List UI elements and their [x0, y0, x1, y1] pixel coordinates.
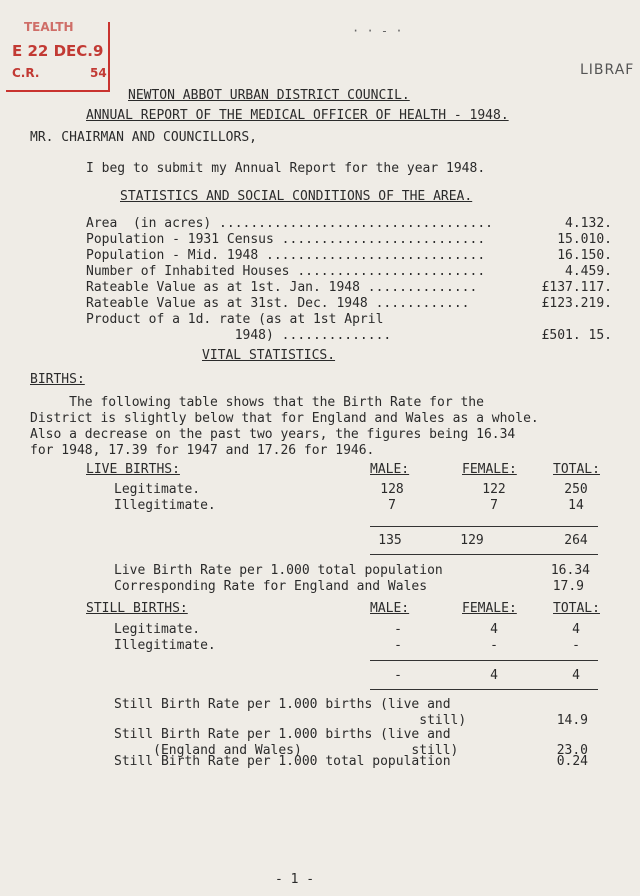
still-col-female: FEMALE:	[462, 601, 517, 616]
paragraph-line: The following table shows that the Birth Rate for the	[30, 395, 484, 410]
stat-label: Product of a 1d. rate (as at 1st April	[86, 312, 384, 327]
still-rate-line2: (England and Wales) still)	[114, 743, 459, 758]
intro-text: I beg to submit my Annual Report for the year 1948.	[86, 161, 486, 176]
stat-value: £501. 15.	[541, 328, 612, 343]
row-female: 7	[490, 498, 498, 513]
stamp-date: E 22 DEC.9	[12, 42, 104, 60]
paragraph-line: District is slightly below that for England and Wales as a whole.	[30, 411, 539, 426]
stamp-number: 54	[90, 66, 107, 80]
births-label: BIRTHS:	[30, 372, 85, 387]
stats-heading: STATISTICS AND SOCIAL CONDITIONS OF THE AREA.	[120, 189, 473, 204]
still-total-female: 4	[490, 668, 498, 683]
still-rate-value: 0.24	[556, 754, 588, 769]
stat-value: £123.219.	[541, 296, 612, 311]
live-rate-label: Live Birth Rate per 1.000 total population	[114, 563, 443, 578]
live-rate-value: 16.34	[550, 563, 590, 578]
row-total: 14	[568, 498, 584, 513]
still-col-male: MALE:	[370, 601, 410, 616]
paragraph-line: Also a decrease on the past two years, the figures being 16.34	[30, 427, 516, 442]
stat-value: 15.010.	[557, 232, 612, 247]
live-sum-line-bottom	[370, 554, 598, 555]
still-total-male: -	[394, 668, 402, 683]
report-title: ANNUAL REPORT OF THE MEDICAL OFFICER OF HEALTH - 1948.	[86, 108, 509, 123]
paragraph-line: for 1948, 17.39 for 1947 and 17.26 for 1946.	[30, 443, 375, 458]
page-number: - 1 -	[275, 872, 315, 887]
stat-label: Area (in acres) ...................................	[86, 216, 493, 231]
row-female: -	[490, 638, 498, 653]
row-label: Illegitimate.	[114, 498, 216, 513]
live-sum-line-top	[370, 526, 598, 527]
row-total: -	[572, 638, 580, 653]
stamp-line1: TEALTH	[24, 20, 74, 34]
live-births-label: LIVE BIRTHS:	[86, 462, 180, 477]
stat-label: Number of Inhabited Houses ........................	[86, 264, 486, 279]
row-total: 4	[572, 622, 580, 637]
still-rate-line1: Still Birth Rate per 1.000 births (live and	[114, 727, 451, 742]
live-col-total: TOTAL:	[553, 462, 600, 477]
still-sum-line-top	[370, 660, 598, 661]
salutation: MR. CHAIRMAN AND COUNCILLORS,	[30, 130, 257, 145]
still-rate-line1: Still Birth Rate per 1.000 total population	[114, 754, 451, 769]
still-births-label: STILL BIRTHS:	[86, 601, 188, 616]
row-female: 122	[482, 482, 506, 497]
live-total-total: 264	[564, 533, 588, 548]
stat-value: 4.459.	[565, 264, 612, 279]
row-total: 250	[564, 482, 588, 497]
decorative-marks: · · - ·	[352, 24, 403, 38]
live-col-male: MALE:	[370, 462, 410, 477]
stat-label: 1948) ..............	[86, 328, 392, 343]
still-rate-value: 23.0	[556, 743, 588, 758]
council-title: NEWTON ABBOT URBAN DISTRICT COUNCIL.	[128, 88, 410, 103]
stat-label: Rateable Value as at 31st. Dec. 1948 ............	[86, 296, 470, 311]
eng-rate-value: 17.9	[552, 579, 584, 594]
row-male: 128	[380, 482, 404, 497]
still-rate-line2: still)	[114, 713, 467, 728]
still-rate-value: 14.9	[556, 713, 588, 728]
still-col-total: TOTAL:	[553, 601, 600, 616]
received-stamp	[6, 22, 110, 92]
stat-label: Population - Mid. 1948 ............................	[86, 248, 486, 263]
live-total-female: 129	[460, 533, 484, 548]
row-male: -	[394, 622, 402, 637]
stat-value: £137.117.	[541, 280, 612, 295]
live-total-male: 135	[378, 533, 402, 548]
row-label: Illegitimate.	[114, 638, 216, 653]
row-female: 4	[490, 622, 498, 637]
stat-label: Population - 1931 Census ..........................	[86, 232, 486, 247]
live-col-female: FEMALE:	[462, 462, 517, 477]
library-label: LIBRAF	[580, 62, 635, 78]
row-male: -	[394, 638, 402, 653]
stat-label: Rateable Value as at 1st. Jan. 1948 ..............	[86, 280, 478, 295]
vital-heading: VITAL STATISTICS.	[202, 348, 336, 363]
still-sum-line-bottom	[370, 689, 598, 690]
row-label: Legitimate.	[114, 482, 201, 497]
still-total-total: 4	[572, 668, 580, 683]
stat-value: 4.132.	[565, 216, 612, 231]
row-label: Legitimate.	[114, 622, 201, 637]
still-rate-line1: Still Birth Rate per 1.000 births (live and	[114, 697, 451, 712]
eng-rate-label: Corresponding Rate for England and Wales	[114, 579, 428, 594]
stamp-code: C.R.	[12, 66, 40, 80]
row-male: 7	[388, 498, 396, 513]
stat-value: 16.150.	[557, 248, 612, 263]
